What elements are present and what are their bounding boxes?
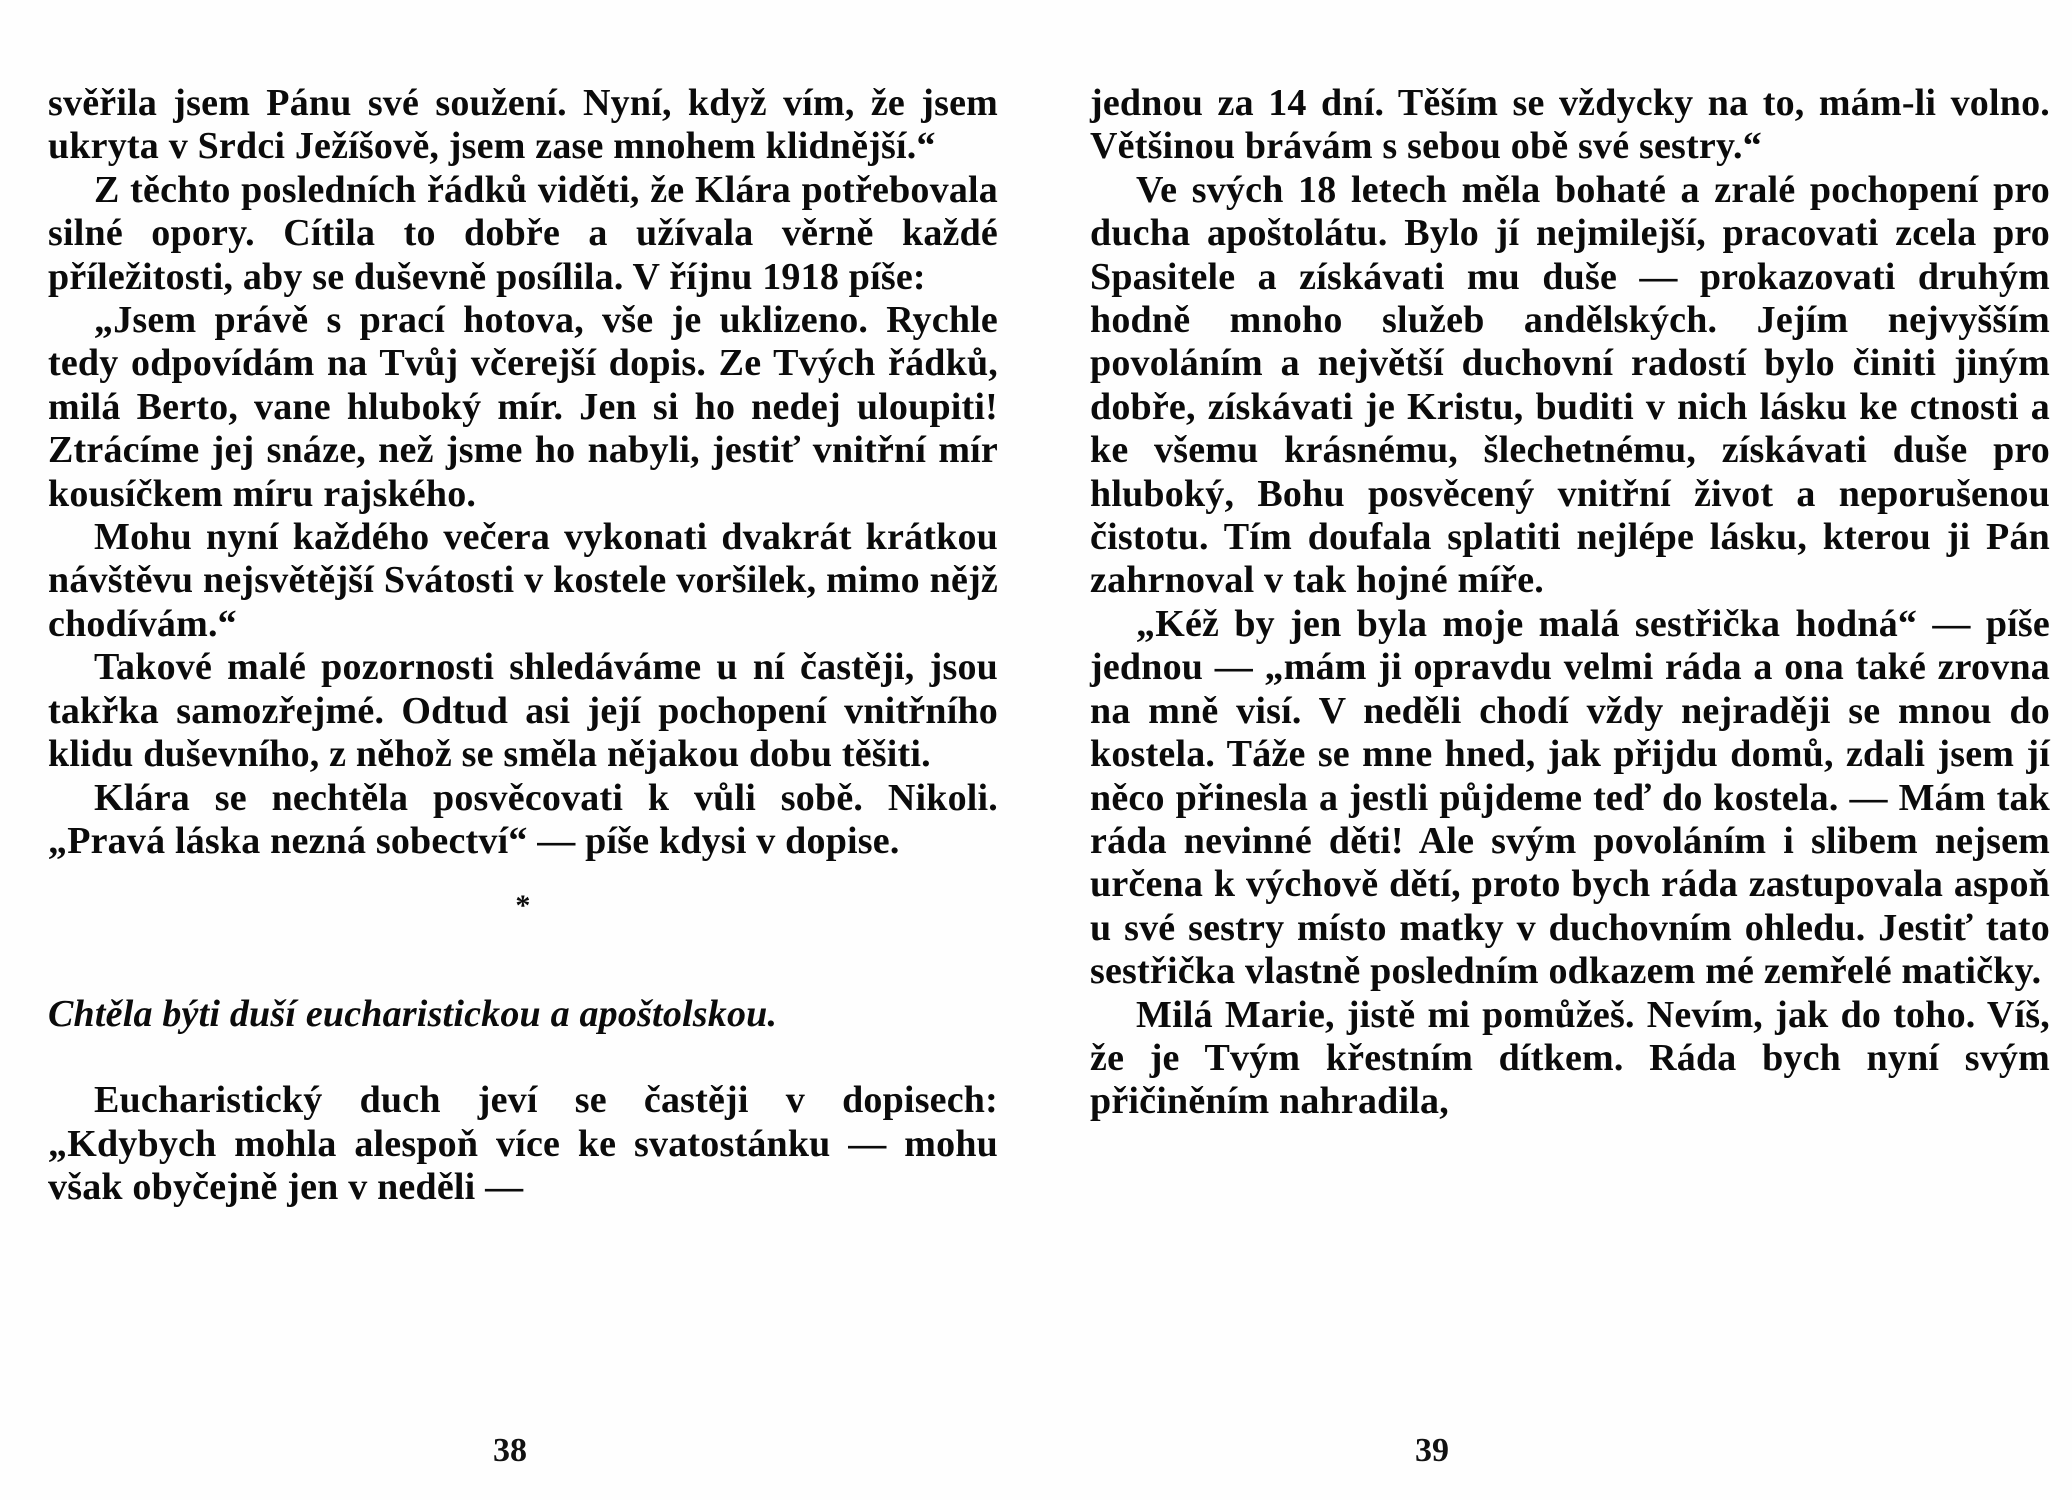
paragraph: „Jsem právě s prací hotova, vše je uklizeno. Rychle tedy odpovídám na Tvůj včerejší dopis. Ze Tvých řádků, milá Berto, vane hluboký mír. Jen si ho nedej uloupiti! Ztrácíme jej snáze, než jsme ho nabyli, jestiť vnitřní mír kousíčkem míru rajského. bbox=[48, 299, 998, 515]
left-page-text bbox=[48, 82, 998, 1210]
right-page-text bbox=[1090, 82, 2050, 1124]
paragraph: Z těchto posledních řádků viděti, že Klára potřebovala silné opory. Cítila to dobře a užívala věrně každé příležitosti, aby se duševně posílila. V říjnu 1918 píše: bbox=[48, 168, 998, 298]
paragraph: Milá Marie, jistě mi pomůžeš. Nevím, jak do toho. Víš, že je Tvým křestním dítkem. Ráda bych nyní svým přičiněním nahradila, bbox=[1090, 993, 2050, 1123]
paragraph: svěřila jsem Pánu své soužení. Nyní, když vím, že jsem ukryta v Srdci Ježíšově, jsem zase mnohem klidnější.“ bbox=[48, 82, 998, 168]
page-number: 39 bbox=[1415, 1432, 1449, 1469]
page-number: 38 bbox=[493, 1432, 527, 1469]
paragraph: Ve svých 18 letech měla bohaté a zralé pochopení pro ducha apoštolátu. Bylo jí nejmilejší, pracovati zcela pro Spasitele a získávati mu duše — prokazovati druhým hodně mnoho služeb andělských. Jejím nejvyšším povoláním a největší duchovní radostí bylo činiti jiným dobře, získávati je Kristu, buditi v nich lásku ke ctnosti a ke všemu krásnému, šlechetnému, získávati duše pro hluboký, Bohu posvěcený vnitřní život a neporušenou čistotu. Tím doufala splatiti nejlépe lásku, kterou ji Pán zahrnoval v tak hojné míře. bbox=[1090, 168, 2050, 602]
paragraph: „Kéž by jen byla moje malá sestřička hodná“ — píše jednou — „mám ji opravdu velmi ráda a ona také zrovna na mně visí. V neděli chodí vždy nejraději se mnou do kostela. Táže se mne hned, jak přijdu domů, zdali jsem jí něco přinesla a jestli půjdeme teď do kostela. — Mám tak ráda nevinné děti! Ale svým povoláním i slibem nejsem určena k výchově dětí, proto bych ráda zastupovala aspoň u své sestry místo matky v duchovním ohledu. Jestiť tato sestřička vlastně posledním odkazem mé zemřelé matičky. bbox=[1090, 602, 2050, 993]
paragraph: Eucharistický duch jeví se častěji v dopisech: „Kdybych mohla alespoň více ke svatostánku — mohu však obyčejně jen v neděli — bbox=[48, 1079, 998, 1209]
right-page bbox=[1036, 0, 2072, 1500]
paragraph: Takové malé pozornosti shledáváme u ní častěji, jsou takřka samozřejmé. Odtud asi její pochopení vnitřního klidu duševního, z něhož se směla nějakou dobu těšiti. bbox=[48, 646, 998, 776]
paragraph: Klára se nechtěla posvěcovati k vůli sobě. Nikoli. „Pravá láska nezná sobectví“ — píše kdysi v dopise. bbox=[48, 776, 998, 862]
section-separator: * bbox=[515, 889, 531, 923]
paragraph: jednou za 14 dní. Těším se vždycky na to, mám-li volno. Většinou brávám s sebou obě své sestry.“ bbox=[1090, 82, 2050, 168]
paragraph: Mohu nyní každého večera vykonati dvakrát krátkou návštěvu nejsvětější Svátosti v kostele voršilek, mimo nějž chodívám.“ bbox=[48, 516, 998, 645]
section-heading: Chtěla býti duší eucharistickou a apoštolskou. bbox=[48, 993, 778, 1036]
